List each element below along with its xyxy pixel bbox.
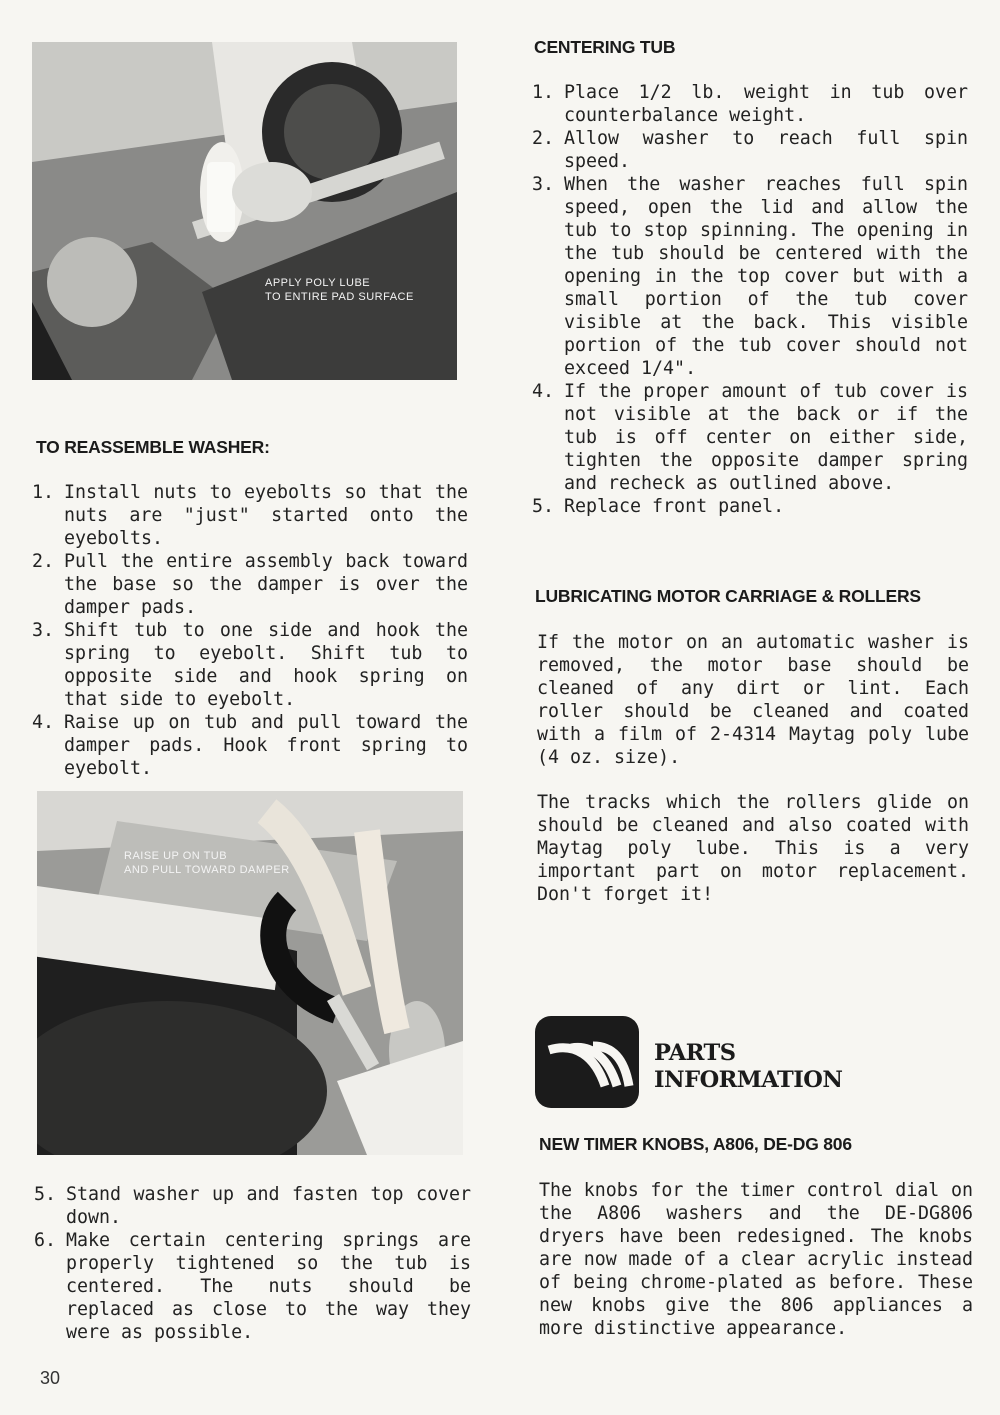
maytag-logo	[535, 1016, 639, 1108]
photo-raise-up-on-tub	[37, 791, 463, 1155]
list-item: 4. If the proper amount of tub cover is not visible at the back or if the tub is off center on either side, tighten the opposite damper spring and recheck as outlined above.	[532, 381, 968, 494]
page-number: 30	[40, 1368, 61, 1388]
list-item: 5. Stand washer up and fasten top cover down.	[34, 1184, 471, 1228]
list-item: 1. Install nuts to eyebolts so that the nuts are "just" started onto the eyebolts.	[32, 482, 468, 549]
heading-centering-tub: CENTERING TUB	[534, 37, 676, 57]
lubricating-paragraph-2: The tracks which the rollers glide on should be cleaned and also coated with Maytag poly lube. This is a very important part on motor replacement. Don't forget it!	[537, 792, 969, 905]
list-item: 3. When the washer reaches full spin speed, open the lid and allow the tub to stop spinning. The opening in the tub should be centered with the opening in the top cover but with a small portion of the tub cover visible at the back. This visible portion of the tub cover should not exceed 1/4".	[532, 174, 968, 379]
list-item: 6. Make certain centering springs are properly tightened so the tub is centered. The nuts should be replaced as close to the way they were as possible.	[34, 1230, 471, 1343]
photo-illustration	[37, 791, 463, 1155]
parts-information-title	[654, 1040, 842, 1094]
list-item: 1. Place 1/2 lb. weight in tub over counterbalance weight.	[532, 82, 968, 126]
centering-steps-list	[532, 81, 968, 518]
list-item: 5. Replace front panel.	[532, 496, 785, 517]
heading-lubricating-motor-carriage: LUBRICATING MOTOR CARRIAGE & ROLLERS	[535, 586, 921, 606]
parts-information-title-line-1: PARTS	[654, 1040, 736, 1066]
heading-reassemble-washer: TO REASSEMBLE WASHER:	[36, 437, 270, 457]
photo-illustration	[32, 42, 457, 380]
photo-apply-poly-lube	[32, 42, 457, 380]
list-item: 4. Raise up on tub and pull toward the damper pads. Hook front spring to eyebolt.	[32, 712, 468, 779]
lubricating-paragraph-1: If the motor on an automatic washer is removed, the motor base should be cleaned of any dirt or lint. Each roller should be cleaned and coated with a film of 2-4314 Maytag poly lube (4 oz. size).	[537, 632, 969, 768]
reassemble-steps-list	[32, 481, 468, 780]
list-item: 2. Pull the entire assembly back toward the base so the damper is over the damper pads.	[32, 551, 468, 618]
list-item: 3. Shift tub to one side and hook the spring to eyebolt. Shift tub to opposite side and hook spring on that side to eyebolt.	[32, 620, 468, 710]
photo-caption-apply-poly-lube: APPLY POLY LUBE TO ENTIRE PAD SURFACE	[265, 277, 414, 303]
list-item: 2. Allow washer to reach full spin speed.	[532, 128, 968, 172]
new-timer-knobs-paragraph: The knobs for the timer control dial on the A806 washers and the DE-DG806 dryers have been redesigned. The knobs are now made of a clear acrylic instead of being chrome-plated as before. These new knobs give the 806 appliances a more distinctive appearance.	[539, 1180, 973, 1339]
parts-information-title-line-2: INFORMATION	[654, 1067, 843, 1093]
heading-new-timer-knobs: NEW TIMER KNOBS, A806, DE-DG 806	[539, 1134, 852, 1154]
reassemble-steps-list-continued	[34, 1183, 471, 1344]
photo-caption-raise-up-on-tub: RAISE UP ON TUB AND PULL TOWARD DAMPER	[124, 850, 290, 876]
maytag-m-logo-icon	[535, 1016, 639, 1108]
